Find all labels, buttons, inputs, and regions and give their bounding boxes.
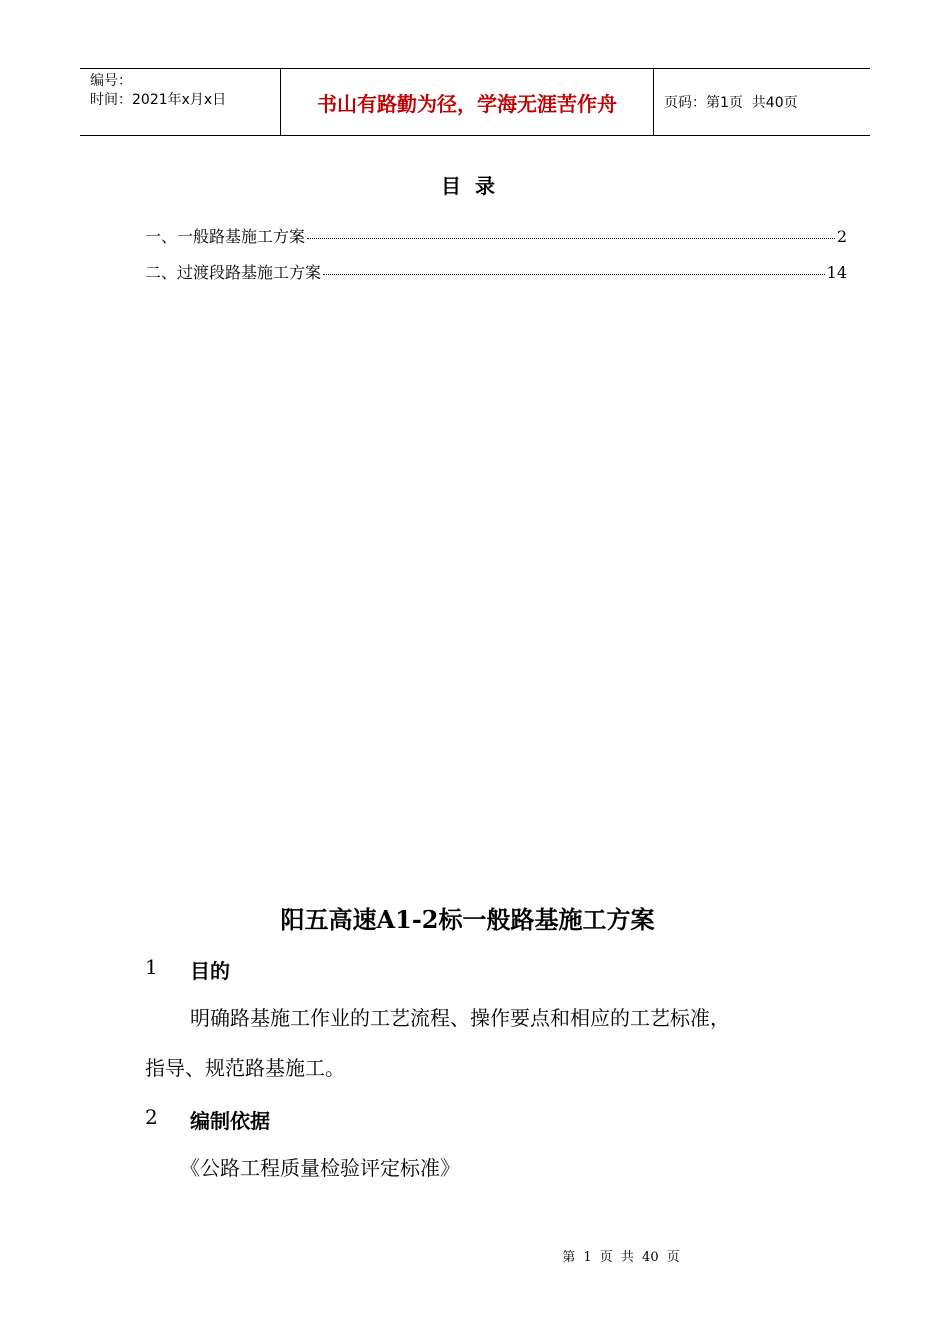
- toc-dot-leader: [307, 238, 835, 239]
- section-number: 1: [145, 955, 158, 979]
- toc-entry-label: 一、一般路基施工方案: [145, 227, 306, 246]
- header-page-info: 页码：第1页 共40页: [664, 95, 798, 111]
- header-time-label: 时间：2021年x月x日: [90, 92, 227, 108]
- page-header-table: [80, 68, 870, 136]
- reference-text: 《公路工程质量检验评定标准》: [180, 1156, 460, 1180]
- toc-entry-page: 14: [826, 263, 847, 282]
- section-number: 2: [145, 1105, 158, 1129]
- header-meta-cell: [80, 69, 281, 135]
- toc-dot-leader: [323, 274, 825, 275]
- section-heading-2: [145, 1105, 270, 1134]
- toc-entry-label: 二、过渡段路基施工方案: [145, 263, 322, 282]
- paragraph-line: 明确路基施工作业的工艺流程、操作要点和相应的工艺标准，: [190, 1006, 730, 1030]
- header-motto: 书山有路勤为径，学海无涯苦作舟: [281, 69, 654, 135]
- page-footer: 第 1 页 共 40 页: [562, 1250, 680, 1265]
- paragraph-line: 指导、规范路基施工。: [145, 1056, 345, 1080]
- section-heading-text: 编制依据: [190, 1109, 270, 1133]
- document-title: 阳五高速A1-2标一般路基施工方案: [280, 905, 655, 934]
- section-heading-text: 目的: [190, 959, 230, 983]
- toc-entry-2[interactable]: [145, 260, 847, 283]
- toc-entry-1[interactable]: [145, 224, 847, 247]
- section-heading-1: [145, 955, 230, 984]
- header-page-cell: [654, 69, 870, 135]
- toc-title: 目录: [441, 174, 509, 198]
- toc-entry-page: 2: [836, 227, 847, 246]
- header-number-label: 编号：: [90, 73, 132, 89]
